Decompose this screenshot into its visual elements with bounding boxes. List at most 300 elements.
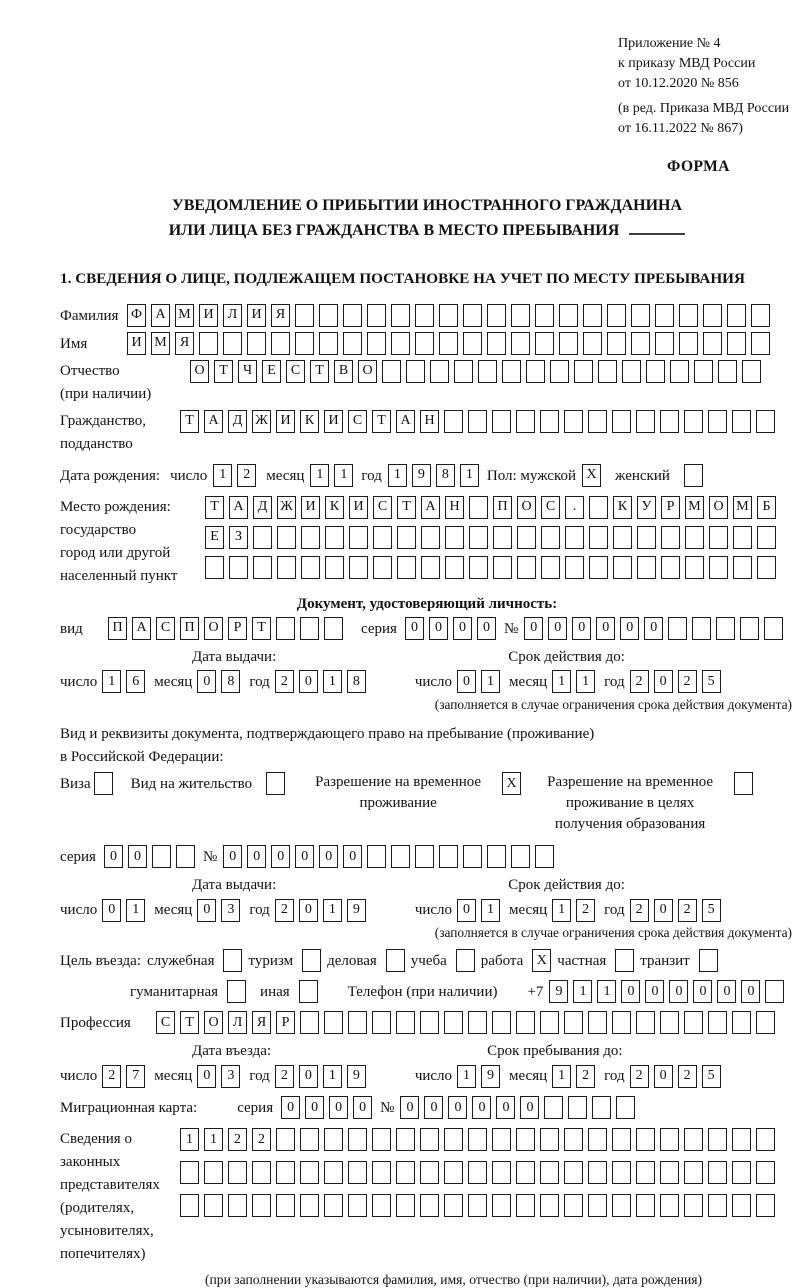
char-cell[interactable]: 9	[549, 980, 568, 1003]
char-cell[interactable]	[349, 556, 368, 579]
char-cell[interactable]: 0	[496, 1096, 515, 1119]
char-cell[interactable]	[391, 332, 410, 355]
char-cell[interactable]	[349, 526, 368, 549]
char-cell[interactable]: М	[733, 496, 752, 519]
char-cell[interactable]: 1	[552, 670, 571, 693]
char-cell[interactable]: 0	[405, 617, 424, 640]
char-cell[interactable]: 9	[347, 1065, 366, 1088]
char-cell[interactable]	[559, 332, 578, 355]
char-cell[interactable]: Т	[397, 496, 416, 519]
char-cell[interactable]	[564, 410, 583, 433]
char-cell[interactable]: 1	[573, 980, 592, 1003]
char-cell[interactable]	[325, 526, 344, 549]
char-cell[interactable]: И	[199, 304, 218, 327]
char-cell[interactable]	[468, 410, 487, 433]
char-cell[interactable]	[684, 1128, 703, 1151]
char-cell[interactable]: О	[358, 360, 377, 383]
char-cell[interactable]: 9	[481, 1065, 500, 1088]
char-cell[interactable]	[180, 1194, 199, 1217]
char-cell[interactable]	[550, 360, 569, 383]
char-cell[interactable]	[574, 360, 593, 383]
char-cell[interactable]	[444, 410, 463, 433]
char-cell[interactable]	[444, 1011, 463, 1034]
char-cell[interactable]: 1	[323, 899, 342, 922]
char-cell[interactable]: С	[541, 496, 560, 519]
char-cell[interactable]: 0	[654, 1065, 673, 1088]
char-cell[interactable]	[612, 1011, 631, 1034]
char-cell[interactable]	[511, 304, 530, 327]
char-cell[interactable]: 0	[299, 899, 318, 922]
char-cell[interactable]	[406, 360, 425, 383]
char-cell[interactable]	[396, 1194, 415, 1217]
char-cell[interactable]: У	[637, 496, 656, 519]
char-cell[interactable]: О	[190, 360, 209, 383]
char-cell[interactable]: 0	[620, 617, 639, 640]
char-cell[interactable]	[468, 1128, 487, 1151]
char-cell[interactable]: 5	[702, 670, 721, 693]
char-cell[interactable]: 0	[457, 670, 476, 693]
char-cell[interactable]: 2	[252, 1128, 271, 1151]
char-cell[interactable]: Я	[271, 304, 290, 327]
char-cell[interactable]	[708, 410, 727, 433]
char-cell[interactable]: 2	[576, 899, 595, 922]
char-cell[interactable]: 2	[630, 899, 649, 922]
char-cell[interactable]	[751, 304, 770, 327]
char-cell[interactable]	[685, 556, 704, 579]
char-cell[interactable]: 0	[424, 1096, 443, 1119]
char-cell[interactable]	[319, 304, 338, 327]
char-cell[interactable]	[540, 1128, 559, 1151]
char-cell[interactable]	[592, 1096, 611, 1119]
temp-residence-checkbox[interactable]: X	[502, 772, 521, 795]
char-cell[interactable]	[727, 304, 746, 327]
char-cell[interactable]	[421, 556, 440, 579]
char-cell[interactable]	[535, 332, 554, 355]
char-cell[interactable]	[253, 526, 272, 549]
char-cell[interactable]	[765, 980, 784, 1003]
char-cell[interactable]	[324, 1194, 343, 1217]
char-cell[interactable]: С	[156, 617, 175, 640]
char-cell[interactable]: 0	[644, 617, 663, 640]
char-cell[interactable]	[252, 1161, 271, 1184]
char-cell[interactable]	[756, 1194, 775, 1217]
char-cell[interactable]	[492, 1161, 511, 1184]
char-cell[interactable]	[708, 1161, 727, 1184]
char-cell[interactable]	[598, 360, 617, 383]
char-cell[interactable]	[324, 1011, 343, 1034]
char-cell[interactable]: 0	[548, 617, 567, 640]
char-cell[interactable]	[502, 360, 521, 383]
sex-female-checkbox[interactable]	[684, 464, 703, 487]
sex-male-checkbox[interactable]: X	[582, 464, 601, 487]
char-cell[interactable]: Ч	[238, 360, 257, 383]
char-cell[interactable]	[588, 1161, 607, 1184]
char-cell[interactable]	[205, 556, 224, 579]
char-cell[interactable]	[415, 332, 434, 355]
char-cell[interactable]	[540, 410, 559, 433]
char-cell[interactable]	[252, 1194, 271, 1217]
char-cell[interactable]: И	[349, 496, 368, 519]
char-cell[interactable]	[276, 1194, 295, 1217]
char-cell[interactable]	[463, 332, 482, 355]
char-cell[interactable]	[176, 845, 195, 868]
char-cell[interactable]	[541, 556, 560, 579]
char-cell[interactable]: А	[151, 304, 170, 327]
char-cell[interactable]	[668, 617, 687, 640]
char-cell[interactable]: .	[565, 496, 584, 519]
char-cell[interactable]	[492, 1011, 511, 1034]
char-cell[interactable]	[703, 332, 722, 355]
chastnaya-checkbox[interactable]	[615, 949, 634, 972]
char-cell[interactable]	[325, 556, 344, 579]
char-cell[interactable]	[415, 304, 434, 327]
tranzit-checkbox[interactable]	[699, 949, 718, 972]
char-cell[interactable]	[660, 1194, 679, 1217]
char-cell[interactable]	[415, 845, 434, 868]
char-cell[interactable]	[204, 1161, 223, 1184]
char-cell[interactable]: 1	[597, 980, 616, 1003]
char-cell[interactable]: Л	[228, 1011, 247, 1034]
char-cell[interactable]: 2	[678, 1065, 697, 1088]
char-cell[interactable]	[684, 1161, 703, 1184]
char-cell[interactable]: П	[108, 617, 127, 640]
char-cell[interactable]: 0	[654, 670, 673, 693]
char-cell[interactable]	[517, 556, 536, 579]
char-cell[interactable]	[588, 1128, 607, 1151]
delovaya-checkbox[interactable]	[386, 949, 405, 972]
char-cell[interactable]	[271, 332, 290, 355]
char-cell[interactable]	[487, 845, 506, 868]
char-cell[interactable]	[655, 304, 674, 327]
char-cell[interactable]: 7	[126, 1065, 145, 1088]
char-cell[interactable]	[247, 332, 266, 355]
char-cell[interactable]	[516, 410, 535, 433]
char-cell[interactable]: И	[324, 410, 343, 433]
char-cell[interactable]	[732, 1128, 751, 1151]
char-cell[interactable]	[757, 526, 776, 549]
char-cell[interactable]	[301, 526, 320, 549]
char-cell[interactable]: 2	[678, 670, 697, 693]
char-cell[interactable]	[348, 1161, 367, 1184]
char-cell[interactable]: 0	[343, 845, 362, 868]
char-cell[interactable]	[616, 1096, 635, 1119]
char-cell[interactable]	[511, 332, 530, 355]
char-cell[interactable]: 2	[228, 1128, 247, 1151]
char-cell[interactable]	[420, 1128, 439, 1151]
char-cell[interactable]: М	[151, 332, 170, 355]
char-cell[interactable]	[764, 617, 783, 640]
char-cell[interactable]: 1	[213, 464, 232, 487]
char-cell[interactable]: 0	[429, 617, 448, 640]
char-cell[interactable]: 2	[237, 464, 256, 487]
sluzhebnaya-checkbox[interactable]	[223, 949, 242, 972]
char-cell[interactable]: О	[204, 617, 223, 640]
char-cell[interactable]: 0	[299, 670, 318, 693]
char-cell[interactable]	[397, 556, 416, 579]
char-cell[interactable]	[679, 304, 698, 327]
char-cell[interactable]	[421, 526, 440, 549]
char-cell[interactable]	[660, 1161, 679, 1184]
char-cell[interactable]	[228, 1194, 247, 1217]
char-cell[interactable]: К	[613, 496, 632, 519]
char-cell[interactable]: Т	[180, 410, 199, 433]
char-cell[interactable]	[180, 1161, 199, 1184]
char-cell[interactable]: 3	[221, 899, 240, 922]
char-cell[interactable]	[469, 496, 488, 519]
char-cell[interactable]: Е	[205, 526, 224, 549]
char-cell[interactable]	[589, 556, 608, 579]
char-cell[interactable]	[756, 1128, 775, 1151]
char-cell[interactable]: 2	[275, 1065, 294, 1088]
char-cell[interactable]	[559, 304, 578, 327]
char-cell[interactable]: О	[709, 496, 728, 519]
char-cell[interactable]: 5	[702, 899, 721, 922]
char-cell[interactable]	[492, 1194, 511, 1217]
char-cell[interactable]	[372, 1194, 391, 1217]
char-cell[interactable]	[613, 556, 632, 579]
char-cell[interactable]: 0	[281, 1096, 300, 1119]
char-cell[interactable]	[493, 526, 512, 549]
char-cell[interactable]: 1	[323, 670, 342, 693]
char-cell[interactable]: 1	[460, 464, 479, 487]
char-cell[interactable]	[588, 1194, 607, 1217]
char-cell[interactable]: Ж	[277, 496, 296, 519]
char-cell[interactable]: 0	[305, 1096, 324, 1119]
char-cell[interactable]	[660, 1128, 679, 1151]
char-cell[interactable]	[229, 556, 248, 579]
char-cell[interactable]: Т	[252, 617, 271, 640]
char-cell[interactable]: 2	[275, 670, 294, 693]
char-cell[interactable]	[612, 410, 631, 433]
char-cell[interactable]	[348, 1011, 367, 1034]
inaya-checkbox[interactable]	[299, 980, 318, 1003]
char-cell[interactable]	[612, 1128, 631, 1151]
char-cell[interactable]: А	[204, 410, 223, 433]
char-cell[interactable]: 0	[319, 845, 338, 868]
char-cell[interactable]	[589, 496, 608, 519]
char-cell[interactable]	[324, 617, 343, 640]
char-cell[interactable]	[516, 1194, 535, 1217]
char-cell[interactable]: Н	[445, 496, 464, 519]
char-cell[interactable]	[583, 304, 602, 327]
char-cell[interactable]	[612, 1194, 631, 1217]
char-cell[interactable]	[487, 332, 506, 355]
char-cell[interactable]	[694, 360, 713, 383]
char-cell[interactable]	[583, 332, 602, 355]
char-cell[interactable]: 1	[457, 1065, 476, 1088]
char-cell[interactable]: С	[348, 410, 367, 433]
char-cell[interactable]	[492, 410, 511, 433]
char-cell[interactable]: Я	[252, 1011, 271, 1034]
char-cell[interactable]	[607, 304, 626, 327]
residence-permit-checkbox[interactable]	[266, 772, 285, 795]
char-cell[interactable]	[204, 1194, 223, 1217]
char-cell[interactable]	[276, 1128, 295, 1151]
char-cell[interactable]	[487, 304, 506, 327]
char-cell[interactable]	[300, 1161, 319, 1184]
char-cell[interactable]: 1	[481, 670, 500, 693]
temp-residence-education-checkbox[interactable]	[734, 772, 753, 795]
char-cell[interactable]	[589, 526, 608, 549]
char-cell[interactable]: 0	[645, 980, 664, 1003]
char-cell[interactable]: 0	[353, 1096, 372, 1119]
char-cell[interactable]	[445, 556, 464, 579]
char-cell[interactable]: 0	[128, 845, 147, 868]
char-cell[interactable]	[276, 617, 295, 640]
char-cell[interactable]: 1	[388, 464, 407, 487]
char-cell[interactable]	[655, 332, 674, 355]
char-cell[interactable]	[756, 410, 775, 433]
char-cell[interactable]: 9	[347, 899, 366, 922]
char-cell[interactable]	[588, 410, 607, 433]
char-cell[interactable]	[343, 304, 362, 327]
char-cell[interactable]	[733, 556, 752, 579]
char-cell[interactable]	[372, 1011, 391, 1034]
char-cell[interactable]: П	[493, 496, 512, 519]
char-cell[interactable]	[613, 526, 632, 549]
char-cell[interactable]	[420, 1194, 439, 1217]
char-cell[interactable]: 5	[702, 1065, 721, 1088]
char-cell[interactable]	[463, 304, 482, 327]
char-cell[interactable]: С	[286, 360, 305, 383]
char-cell[interactable]: И	[301, 496, 320, 519]
char-cell[interactable]	[631, 332, 650, 355]
char-cell[interactable]: К	[300, 410, 319, 433]
char-cell[interactable]	[708, 1194, 727, 1217]
char-cell[interactable]: Т	[214, 360, 233, 383]
char-cell[interactable]: 8	[221, 670, 240, 693]
char-cell[interactable]	[685, 526, 704, 549]
char-cell[interactable]: А	[229, 496, 248, 519]
char-cell[interactable]: М	[175, 304, 194, 327]
char-cell[interactable]	[300, 1011, 319, 1034]
char-cell[interactable]: 1	[552, 1065, 571, 1088]
char-cell[interactable]: Р	[661, 496, 680, 519]
char-cell[interactable]	[727, 332, 746, 355]
char-cell[interactable]	[295, 332, 314, 355]
char-cell[interactable]	[324, 1161, 343, 1184]
char-cell[interactable]	[439, 332, 458, 355]
char-cell[interactable]	[564, 1128, 583, 1151]
char-cell[interactable]	[732, 1194, 751, 1217]
char-cell[interactable]: Ж	[252, 410, 271, 433]
char-cell[interactable]	[716, 617, 735, 640]
char-cell[interactable]: 1	[126, 899, 145, 922]
char-cell[interactable]	[300, 1128, 319, 1151]
char-cell[interactable]	[469, 526, 488, 549]
char-cell[interactable]: 1	[576, 670, 595, 693]
char-cell[interactable]: 0	[271, 845, 290, 868]
char-cell[interactable]	[276, 1161, 295, 1184]
char-cell[interactable]	[636, 1128, 655, 1151]
char-cell[interactable]	[372, 1161, 391, 1184]
char-cell[interactable]	[541, 526, 560, 549]
char-cell[interactable]	[516, 1128, 535, 1151]
char-cell[interactable]: О	[517, 496, 536, 519]
char-cell[interactable]: С	[373, 496, 392, 519]
char-cell[interactable]	[684, 410, 703, 433]
char-cell[interactable]	[564, 1011, 583, 1034]
char-cell[interactable]: Д	[253, 496, 272, 519]
char-cell[interactable]	[277, 556, 296, 579]
char-cell[interactable]	[445, 526, 464, 549]
char-cell[interactable]	[439, 304, 458, 327]
char-cell[interactable]	[468, 1194, 487, 1217]
visa-checkbox[interactable]	[94, 772, 113, 795]
char-cell[interactable]: 0	[247, 845, 266, 868]
char-cell[interactable]: 1	[323, 1065, 342, 1088]
char-cell[interactable]: 2	[275, 899, 294, 922]
char-cell[interactable]	[199, 332, 218, 355]
char-cell[interactable]	[469, 556, 488, 579]
char-cell[interactable]	[660, 410, 679, 433]
char-cell[interactable]	[732, 1161, 751, 1184]
char-cell[interactable]	[756, 1161, 775, 1184]
char-cell[interactable]: Т	[205, 496, 224, 519]
char-cell[interactable]: 0	[197, 1065, 216, 1088]
char-cell[interactable]: 1	[180, 1128, 199, 1151]
char-cell[interactable]	[430, 360, 449, 383]
char-cell[interactable]: Н	[420, 410, 439, 433]
char-cell[interactable]	[253, 556, 272, 579]
char-cell[interactable]	[732, 1011, 751, 1034]
char-cell[interactable]: 0	[669, 980, 688, 1003]
char-cell[interactable]	[692, 617, 711, 640]
char-cell[interactable]: 0	[104, 845, 123, 868]
char-cell[interactable]: 0	[453, 617, 472, 640]
char-cell[interactable]	[757, 556, 776, 579]
char-cell[interactable]	[511, 845, 530, 868]
char-cell[interactable]: 1	[102, 670, 121, 693]
char-cell[interactable]: 2	[630, 670, 649, 693]
char-cell[interactable]: П	[180, 617, 199, 640]
char-cell[interactable]: 2	[576, 1065, 595, 1088]
char-cell[interactable]	[733, 526, 752, 549]
char-cell[interactable]	[343, 332, 362, 355]
char-cell[interactable]	[636, 410, 655, 433]
char-cell[interactable]: 1	[552, 899, 571, 922]
char-cell[interactable]	[468, 1011, 487, 1034]
char-cell[interactable]: Т	[310, 360, 329, 383]
char-cell[interactable]: Л	[223, 304, 242, 327]
char-cell[interactable]: 0	[295, 845, 314, 868]
char-cell[interactable]: 0	[400, 1096, 419, 1119]
char-cell[interactable]: 0	[197, 899, 216, 922]
char-cell[interactable]: И	[127, 332, 146, 355]
char-cell[interactable]	[396, 1011, 415, 1034]
char-cell[interactable]	[454, 360, 473, 383]
char-cell[interactable]	[319, 332, 338, 355]
char-cell[interactable]: 9	[412, 464, 431, 487]
char-cell[interactable]: Р	[228, 617, 247, 640]
char-cell[interactable]	[367, 332, 386, 355]
char-cell[interactable]	[670, 360, 689, 383]
char-cell[interactable]: 2	[678, 899, 697, 922]
char-cell[interactable]: 8	[347, 670, 366, 693]
char-cell[interactable]	[631, 304, 650, 327]
char-cell[interactable]: А	[396, 410, 415, 433]
char-cell[interactable]	[492, 1128, 511, 1151]
char-cell[interactable]	[535, 304, 554, 327]
char-cell[interactable]	[367, 304, 386, 327]
char-cell[interactable]: 0	[448, 1096, 467, 1119]
turizm-checkbox[interactable]	[302, 949, 321, 972]
char-cell[interactable]: К	[325, 496, 344, 519]
gumanitarnaya-checkbox[interactable]	[227, 980, 246, 1003]
char-cell[interactable]: 0	[596, 617, 615, 640]
char-cell[interactable]	[373, 526, 392, 549]
char-cell[interactable]	[684, 1011, 703, 1034]
